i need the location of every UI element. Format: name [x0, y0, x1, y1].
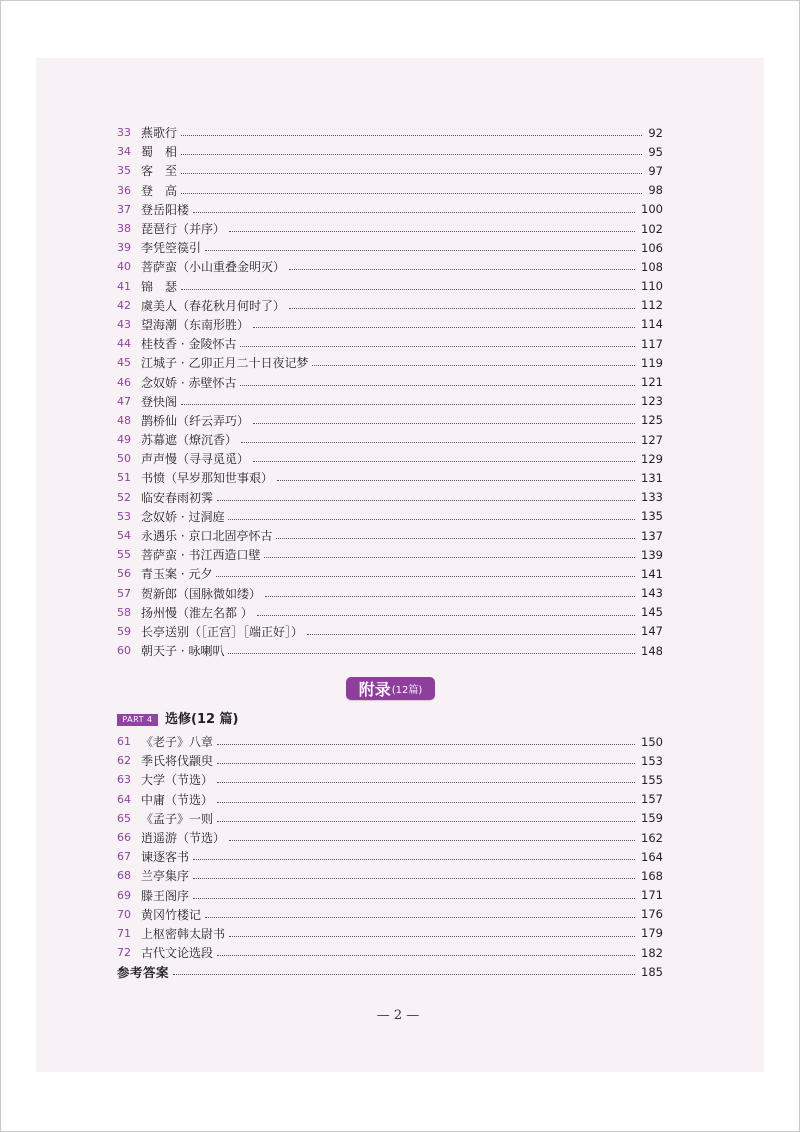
entry-title: 逍遥游（节选） [141, 831, 226, 846]
entry-page: 106 [641, 240, 663, 255]
entry-page: 164 [641, 849, 663, 864]
entry-title: 长亭送别（［正宫］［端正好］） [141, 624, 304, 639]
toc-entry [117, 886, 663, 905]
dot-leader [205, 250, 635, 251]
entry-page: 117 [641, 336, 663, 351]
entry-page: 159 [641, 811, 663, 826]
dot-leader [228, 519, 635, 520]
dot-leader [241, 442, 635, 443]
entry-number: 56 [117, 567, 131, 581]
entry-number: 43 [117, 317, 131, 331]
entry-title: 声声慢（寻寻觅觅） [141, 452, 250, 467]
entry-title: 桂枝香 · 金陵怀古 [141, 337, 237, 352]
entry-number: 71 [117, 926, 131, 940]
toc-entry [117, 603, 663, 622]
entry-number: 47 [117, 394, 131, 408]
entry-page: 100 [641, 202, 663, 217]
entry-number: 57 [117, 586, 131, 600]
entry-page: 92 [648, 125, 663, 140]
entry-page: 137 [641, 528, 663, 543]
entry-number: 36 [117, 183, 131, 197]
dot-leader [193, 898, 635, 899]
dot-leader [229, 231, 635, 232]
toc-entry [117, 430, 663, 449]
entry-number: 38 [117, 222, 131, 236]
entry-number: 62 [117, 754, 131, 768]
dot-leader [217, 802, 635, 803]
dot-leader [181, 193, 642, 194]
dot-leader [257, 615, 635, 616]
entry-title: 贺新郎（国脉微如缕） [141, 586, 262, 601]
entry-number: 45 [117, 356, 131, 370]
entry-title: 苏幕遮（燎沉香） [141, 433, 238, 448]
toc-entry [117, 277, 663, 296]
entry-page: 143 [641, 586, 663, 601]
entry-page: 179 [641, 926, 663, 941]
dot-leader [181, 135, 642, 136]
entry-number: 66 [117, 831, 131, 845]
entry-number: 64 [117, 792, 131, 806]
section-title: 选修(12 篇) [165, 712, 239, 727]
entry-page: 157 [641, 792, 663, 807]
dot-leader [217, 744, 635, 745]
toc-main-list [117, 123, 663, 660]
entry-page: 123 [641, 394, 663, 409]
dot-leader [217, 821, 635, 822]
page-number: — 2 — [376, 1008, 420, 1023]
entry-number: 35 [117, 164, 131, 178]
entry-number: 58 [117, 605, 131, 619]
entry-page: 108 [641, 259, 663, 274]
entry-title: 念奴娇 · 赤壁怀古 [141, 375, 237, 390]
entry-page: 139 [641, 547, 663, 562]
toc-entry [117, 468, 663, 487]
entry-page: 119 [641, 355, 663, 370]
entry-page: 110 [641, 279, 663, 294]
toc-appendix-list [117, 732, 663, 981]
entry-page: 155 [641, 772, 663, 787]
entry-title: 滕王阁序 [141, 888, 190, 903]
dot-leader [181, 154, 642, 155]
dot-leader [312, 365, 635, 366]
answers-title: 参考答案 [117, 964, 170, 980]
dot-leader [229, 936, 635, 937]
dot-leader [173, 974, 635, 975]
entry-number: 33 [117, 126, 131, 140]
entry-number: 69 [117, 888, 131, 902]
entry-title: 菩萨蛮 · 书江西造口壁 [141, 548, 261, 563]
dot-leader [276, 538, 635, 539]
toc-entry [117, 905, 663, 924]
toc-entry [117, 584, 663, 603]
entry-title: 永遇乐 · 京口北固亭怀古 [141, 529, 273, 544]
dot-leader [193, 859, 635, 860]
toc-entry [117, 770, 663, 789]
toc-entry [117, 315, 663, 334]
toc-entry [117, 334, 663, 353]
entry-page: 141 [641, 566, 663, 581]
entry-page: 98 [648, 183, 663, 198]
toc-entry [117, 809, 663, 828]
entry-page: 129 [641, 451, 663, 466]
dot-leader [289, 308, 635, 309]
dot-leader [289, 269, 635, 270]
toc-entry [117, 142, 663, 161]
entry-page: 135 [641, 509, 663, 524]
dot-leader [253, 327, 635, 328]
entry-number: 54 [117, 529, 131, 543]
entry-number: 49 [117, 433, 131, 447]
entry-number: 59 [117, 624, 131, 638]
entry-title: 青玉案 · 元夕 [141, 567, 213, 582]
dot-leader [265, 596, 635, 597]
dot-leader [217, 955, 635, 956]
entry-title: 《孟子》一则 [141, 811, 214, 826]
dot-leader [193, 878, 635, 879]
entry-title: 蜀 相 [141, 145, 178, 160]
entry-page: 114 [641, 317, 663, 332]
entry-title: 谏逐客书 [141, 850, 190, 865]
entry-page: 127 [641, 432, 663, 447]
part-label: PART 4 [117, 714, 158, 726]
toc-entry-answers [117, 962, 663, 981]
entry-number: 44 [117, 337, 131, 351]
appendix-badge-label: 附录 [358, 680, 391, 699]
entry-title: 燕歌行 [141, 126, 178, 141]
entry-title: 登岳阳楼 [141, 202, 190, 217]
dot-leader [193, 212, 635, 213]
toc-entry [117, 200, 663, 219]
entry-number: 67 [117, 850, 131, 864]
dot-leader [181, 173, 642, 174]
toc-entry [117, 238, 663, 257]
entry-number: 53 [117, 509, 131, 523]
entry-number: 60 [117, 644, 131, 658]
toc-entry [117, 622, 663, 641]
entry-number: 50 [117, 452, 131, 466]
appendix-badge [346, 677, 435, 700]
toc-entry [117, 526, 663, 545]
entry-page: 121 [641, 375, 663, 390]
toc-entry [117, 507, 663, 526]
entry-page: 148 [641, 643, 663, 658]
entry-page: 150 [641, 734, 663, 749]
toc-entry [117, 943, 663, 962]
entry-page: 131 [641, 470, 663, 485]
entry-page: 102 [641, 221, 663, 236]
dot-leader [253, 423, 635, 424]
entry-number: 41 [117, 279, 131, 293]
answers-page: 185 [641, 964, 663, 979]
toc-entry [117, 296, 663, 315]
entry-title: 黄冈竹楼记 [141, 907, 202, 922]
entry-page: 95 [648, 144, 663, 159]
entry-number: 55 [117, 548, 131, 562]
dot-leader [217, 782, 635, 783]
toc-entry [117, 257, 663, 276]
toc-entry [117, 847, 663, 866]
toc-entry [117, 372, 663, 391]
toc-entry [117, 564, 663, 583]
entry-title: 登快阁 [141, 394, 178, 409]
toc-entry [117, 751, 663, 770]
entry-page: 182 [641, 945, 663, 960]
toc-entry [117, 641, 663, 660]
entry-title: 念奴娇 · 过洞庭 [141, 509, 225, 524]
entry-page: 176 [641, 907, 663, 922]
entry-title: 扬州慢（淮左名都 ） [141, 605, 253, 620]
toc-entry [117, 161, 663, 180]
entry-title: 鹊桥仙（纤云弄巧） [141, 413, 250, 428]
entry-title: 虞美人（春花秋月何时了） [141, 298, 286, 313]
entry-page: 125 [641, 413, 663, 428]
entry-number: 61 [117, 735, 131, 749]
entry-title: 书愤（早岁那知世事艰） [141, 471, 274, 486]
toc-entry [117, 449, 663, 468]
toc-entry [117, 392, 663, 411]
entry-title: 望海潮（东南形胜） [141, 317, 250, 332]
toc-entry [117, 123, 663, 142]
dot-leader [216, 576, 635, 577]
entry-number: 40 [117, 260, 131, 274]
toc-entry [117, 181, 663, 200]
appendix-badge-count: (12篇) [391, 685, 423, 696]
entry-title: 锦 瑟 [141, 279, 178, 294]
entry-title: 江城子 · 乙卯正月二十日夜记梦 [141, 356, 309, 371]
entry-number: 63 [117, 773, 131, 787]
entry-number: 34 [117, 145, 131, 159]
dot-leader [181, 404, 635, 405]
toc-entry [117, 411, 663, 430]
entry-number: 52 [117, 490, 131, 504]
entry-page: 168 [641, 868, 663, 883]
dot-leader [253, 461, 635, 462]
entry-number: 68 [117, 869, 131, 883]
toc-entry [117, 545, 663, 564]
entry-number: 70 [117, 907, 131, 921]
entry-title: 季氏将伐颛臾 [141, 754, 214, 769]
entry-title: 上枢密韩太尉书 [141, 926, 226, 941]
entry-title: 客 至 [141, 164, 178, 179]
dot-leader [277, 480, 635, 481]
entry-page: 145 [641, 605, 663, 620]
dot-leader [217, 763, 635, 764]
dot-leader [307, 634, 635, 635]
toc-entry [117, 924, 663, 943]
entry-number: 46 [117, 375, 131, 389]
entry-title: 古代文论选段 [141, 946, 214, 961]
entry-title: 兰亭集序 [141, 869, 190, 884]
entry-title: 登 高 [141, 183, 178, 198]
dot-leader [205, 917, 635, 918]
dot-leader [217, 500, 635, 501]
entry-page: 147 [641, 624, 663, 639]
entry-page: 97 [648, 163, 663, 178]
entry-page: 153 [641, 753, 663, 768]
toc-entry [117, 790, 663, 809]
dot-leader [228, 653, 635, 654]
dot-leader [240, 346, 635, 347]
entry-number: 37 [117, 202, 131, 216]
toc-entry [117, 866, 663, 885]
entry-number: 51 [117, 471, 131, 485]
entry-title: 《老子》八章 [141, 735, 214, 750]
entry-number: 65 [117, 811, 131, 825]
entry-number: 72 [117, 946, 131, 960]
entry-title: 大学（节选） [141, 773, 214, 788]
toc-entry [117, 828, 663, 847]
entry-number: 48 [117, 413, 131, 427]
dot-leader [181, 289, 635, 290]
dot-leader [240, 385, 635, 386]
entry-title: 中庸（节选） [141, 792, 214, 807]
toc-entry [117, 732, 663, 751]
entry-title: 李凭箜篌引 [141, 241, 202, 256]
entry-title: 朝天子 · 咏喇叭 [141, 644, 225, 659]
dot-leader [229, 840, 635, 841]
toc-entry [117, 488, 663, 507]
entry-title: 菩萨蛮（小山重叠金明灭） [141, 260, 286, 275]
dot-leader [264, 557, 635, 558]
entry-number: 42 [117, 298, 131, 312]
entry-page: 133 [641, 490, 663, 505]
toc-entry [117, 353, 663, 372]
entry-page: 162 [641, 830, 663, 845]
entry-page: 112 [641, 298, 663, 313]
entry-title: 琵琶行（并序） [141, 222, 226, 237]
entry-title: 临安春雨初霁 [141, 490, 214, 505]
toc-entry [117, 219, 663, 238]
entry-page: 171 [641, 888, 663, 903]
entry-number: 39 [117, 241, 131, 255]
